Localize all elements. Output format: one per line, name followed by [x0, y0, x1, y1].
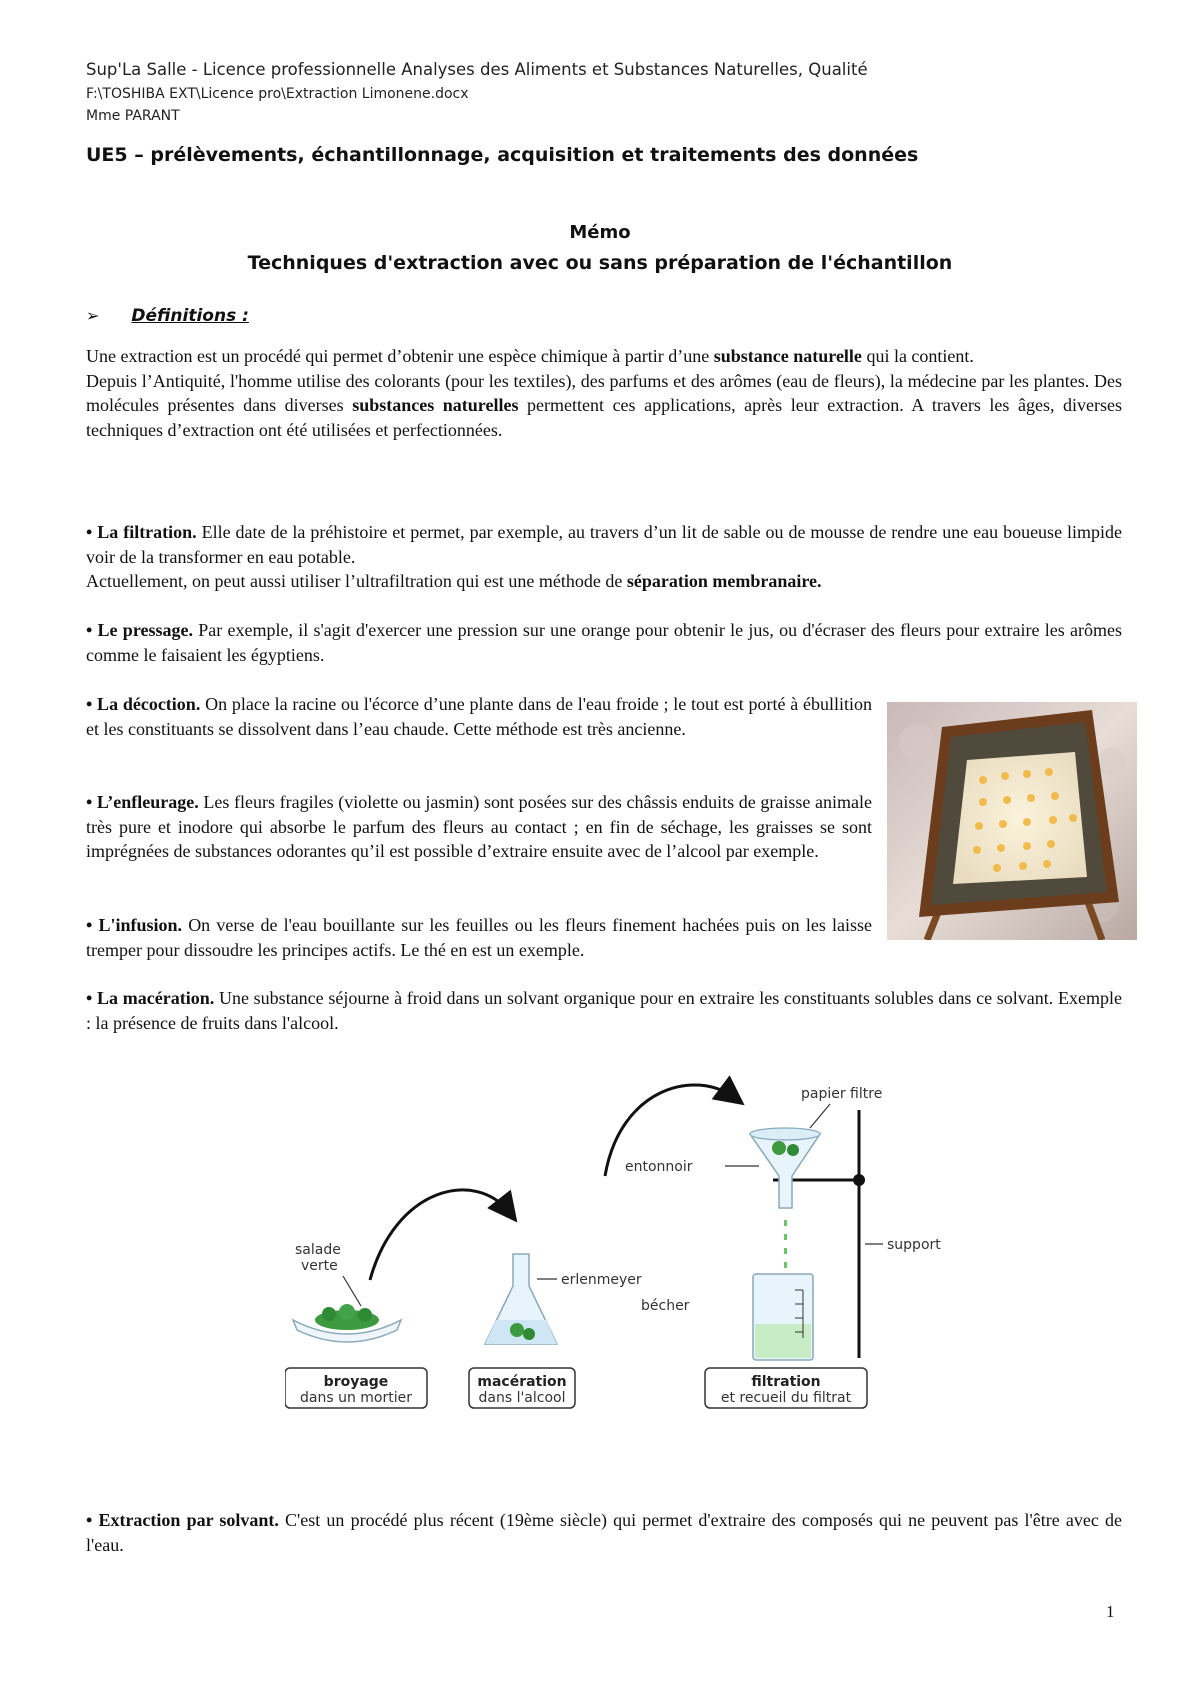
- intro-text: Depuis l’Antiquité, l'homme utilise des colorants (pour les textiles), des parfums et des arômes (eau de fleurs), la médecine par les plantes. Des molécules présentes dans diverses: [86, 370, 1122, 415]
- mortar-icon: [293, 1304, 401, 1342]
- step1-title: broyage: [323, 1374, 389, 1390]
- extraction-diagram: [285, 1058, 965, 1418]
- intro-paragraph: [86, 344, 1122, 442]
- funnel-icon: [750, 1128, 820, 1208]
- entonnoir-label: entonnoir: [625, 1159, 693, 1175]
- technique-extraction-solvant: [86, 1508, 1122, 1557]
- technique-name: • La décoction.: [86, 694, 201, 714]
- intro-text: qui la contient.: [861, 346, 974, 366]
- erlenmeyer-label: erlenmeyer: [561, 1272, 642, 1288]
- intro-bold: substance naturelle: [713, 346, 862, 366]
- technique-filtration: [86, 520, 1122, 594]
- step3-subtitle: et recueil du filtrat: [720, 1390, 852, 1406]
- technique-text: Elle date de la préhistoire et permet, par exemple, au travers d’un lit de sable ou de mousse de rendre une eau boueuse limpide voir de la transformer en eau potable.: [86, 522, 1122, 567]
- intro-text: Une extraction est un procédé qui permet d’obtenir une espèce chimique à partir d’une: [86, 346, 714, 366]
- definitions-heading: [86, 306, 249, 326]
- filtrate-drops: [784, 1220, 787, 1268]
- becher-label: bécher: [641, 1298, 690, 1314]
- process-arrow-1: [370, 1190, 510, 1280]
- header-file-path: F:\TOSHIBA EXT\Licence pro\Extraction Limonene.docx: [86, 86, 469, 102]
- step3-title: filtration: [751, 1374, 821, 1390]
- salade-label-1: salade: [295, 1242, 341, 1258]
- technique-pressage: [86, 618, 1122, 667]
- beaker-icon: [753, 1274, 813, 1360]
- technique-infusion: [86, 913, 872, 962]
- memo-title: Mémo: [569, 222, 631, 243]
- technique-name: • La macération.: [86, 988, 215, 1008]
- technique-enfleurage: [86, 790, 872, 864]
- intro-text: permettent ces applications, après leur extraction. A travers les âges, diverses techniques d’extraction ont été utilisées et perfectionnées.: [86, 395, 1122, 440]
- arrow-bullet-icon: ➢: [86, 306, 100, 325]
- technique-name: • Le pressage.: [86, 620, 193, 640]
- course-unit-title: UE5 – prélèvements, échantillonnage, acquisition et traitements des données: [86, 144, 919, 166]
- memo-subtitle: Techniques d'extraction avec ou sans préparation de l'échantillon: [247, 252, 953, 274]
- technique-text: Actuellement, on peut aussi utiliser l’ultrafiltration qui est une méthode de: [86, 571, 627, 591]
- step2-subtitle: dans l'alcool: [478, 1390, 566, 1406]
- intro-bold: substances naturelles: [352, 395, 519, 415]
- header-author: Mme PARANT: [86, 108, 180, 124]
- technique-text: Une substance séjourne à froid dans un solvant organique pour en extraire les constituants solubles dans ce solvant. Exemple : la présence de fruits dans l'alcool.: [86, 988, 1122, 1033]
- technique-text: On place la racine ou l'écorce d’une plante dans de l'eau froide ; le tout est porté à ébullition et les constituants se dissolvent dans l’eau chaude. Cette méthode est très ancienne.: [86, 694, 872, 739]
- technique-name: • La filtration.: [86, 522, 197, 542]
- page-number: 1: [1106, 1602, 1115, 1621]
- erlenmeyer-icon: [485, 1254, 557, 1344]
- technique-text: Les fleurs fragiles (violette ou jasmin) sont posées sur des châssis enduits de graisse animale très pure et inodore qui absorbe le parfum des fleurs au contact ; en fin de séchage, les graisses se sont imprégnées de substances odorantes qu’il est possible d’extraire ensuite avec de l’alcool par exemple.: [86, 792, 872, 861]
- technique-text: On verse de l'eau bouillante sur les feuilles ou les fleurs finement hachées puis on les laisse tremper pour dissoudre les principes actifs. Le thé en est un exemple.: [86, 915, 872, 960]
- technique-text: Par exemple, il s'agit d'exercer une pression sur une orange pour obtenir le jus, ou d'écraser des fleurs pour extraire les arômes comme le faisaient les égyptiens.: [86, 620, 1122, 665]
- salade-label-2: verte: [301, 1258, 338, 1274]
- support-label: support: [887, 1237, 941, 1253]
- technique-maceration: [86, 986, 1122, 1035]
- step2-title: macération: [477, 1374, 567, 1390]
- technique-name: • Extraction par solvant.: [86, 1510, 279, 1530]
- definitions-title: Définitions :: [131, 306, 249, 326]
- technique-text: C'est un procédé plus récent (19ème siècle) qui permet d'extraire des composés qui ne peuvent pas l'être avec de l'eau.: [86, 1510, 1122, 1555]
- header-institution: Sup'La Salle - Licence professionnelle Analyses des Aliments et Substances Naturelles, Qualité: [86, 60, 868, 79]
- technique-decoction: [86, 692, 872, 741]
- technique-name: • L’enfleurage.: [86, 792, 199, 812]
- papier-filtre-label: papier filtre: [801, 1086, 883, 1102]
- technique-bold: séparation membranaire.: [626, 571, 822, 591]
- step1-subtitle: dans un mortier: [300, 1390, 412, 1406]
- technique-name: • L'infusion.: [86, 915, 183, 935]
- enfleurage-photo: [887, 702, 1137, 940]
